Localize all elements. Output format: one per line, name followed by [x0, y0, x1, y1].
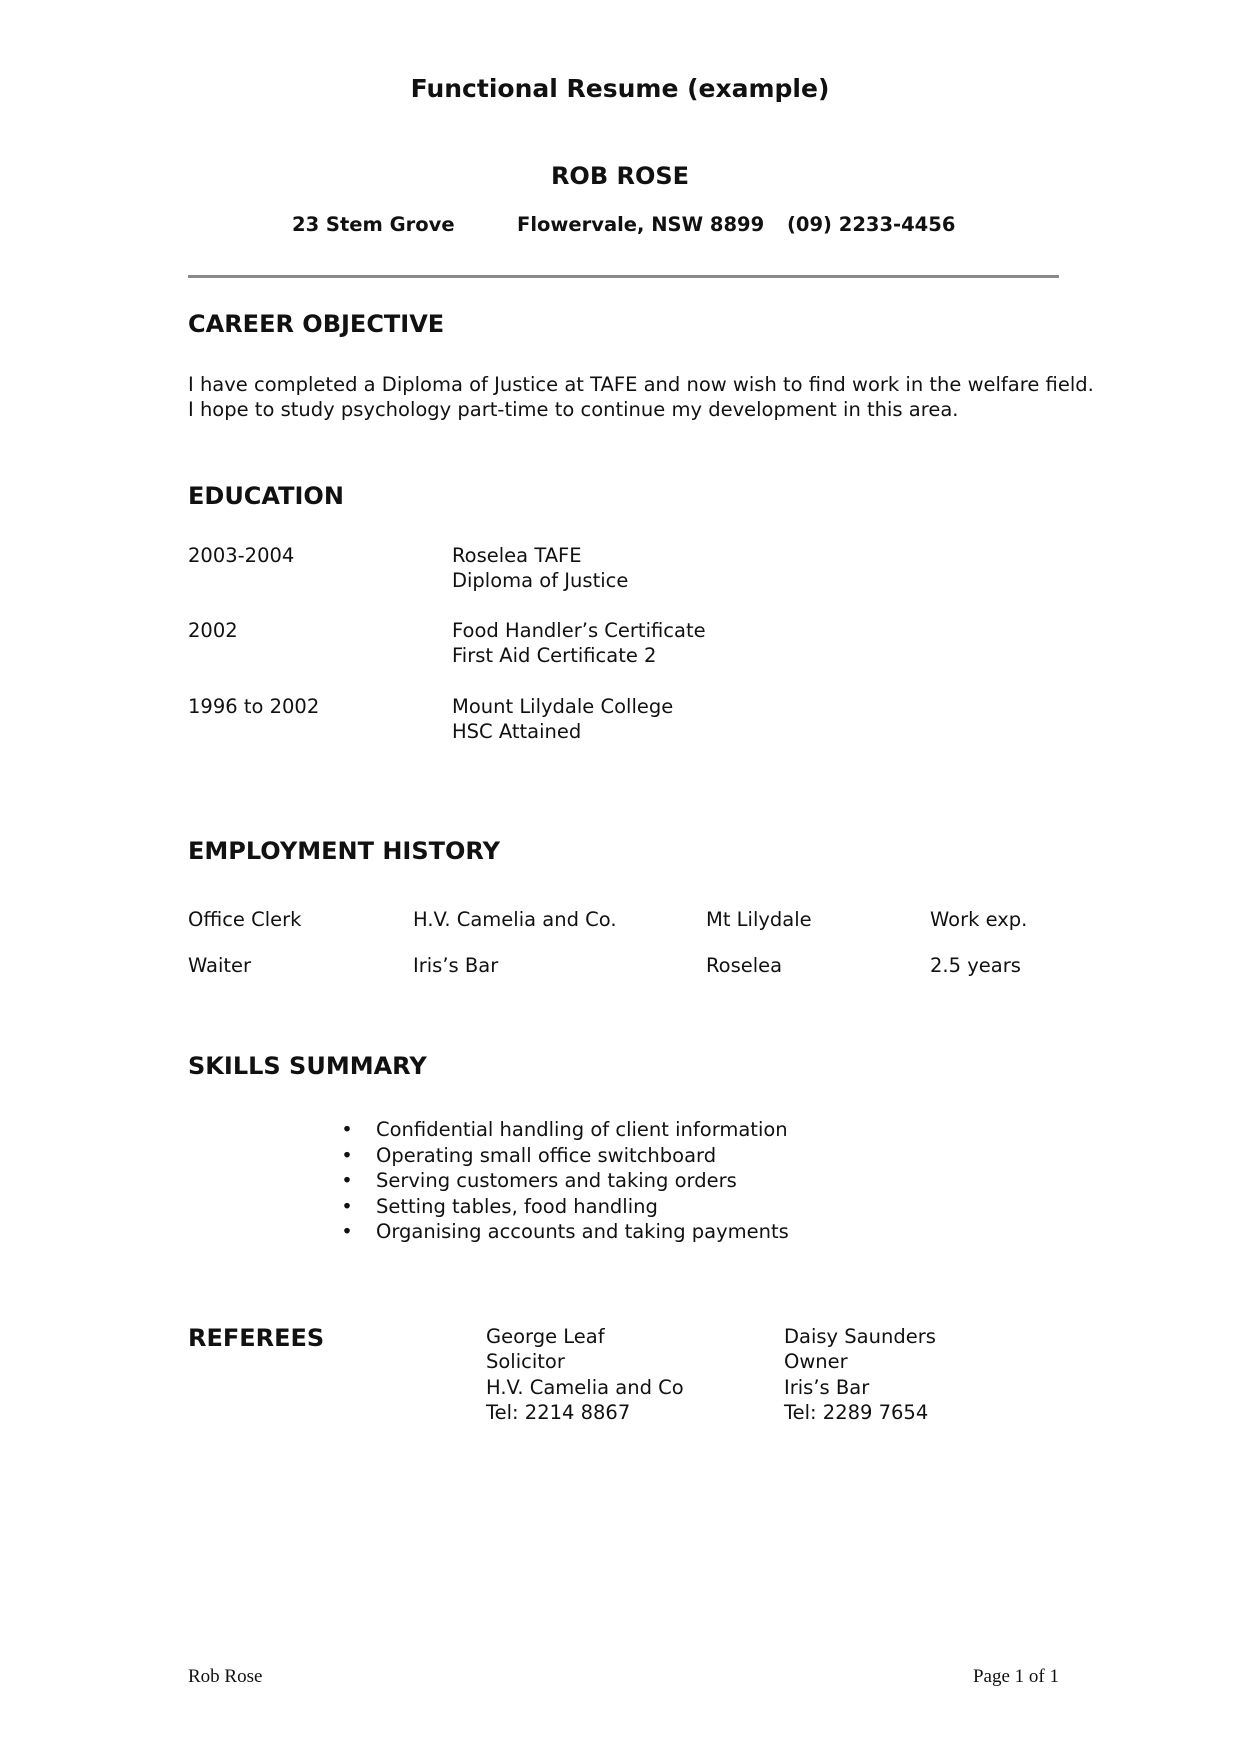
education-institution: Food Handler’s Certificate: [452, 619, 706, 642]
employment-employer: Iris’s Bar: [413, 954, 499, 977]
document-title: Functional Resume (example): [410, 74, 830, 103]
bullet-icon: •: [341, 1143, 353, 1167]
referee-title: Solicitor: [486, 1350, 565, 1373]
skills-list: [340, 1117, 789, 1245]
contact-street: 23 Stem Grove: [292, 213, 455, 236]
footer-author: Rob Rose: [188, 1666, 263, 1687]
bullet-icon: •: [341, 1169, 353, 1192]
employment-location: Mt Lilydale: [706, 908, 812, 931]
referee-name: Daisy Saunders: [784, 1325, 936, 1348]
education-period: 2002: [188, 619, 238, 642]
skill-item: [340, 1168, 789, 1194]
employment-role: Office Clerk: [188, 908, 302, 931]
contact-city: Flowervale, NSW 8899: [517, 213, 765, 236]
career-objective-line: I have completed a Diploma of Justice at TAFE and now wish to find work in the welfare field.: [188, 373, 1094, 396]
skill-text: Setting tables, food handling: [376, 1194, 658, 1218]
referee-phone: Tel: 2289 7654: [784, 1401, 929, 1424]
footer-page-number: Page 1 of 1: [972, 1666, 1059, 1687]
education-institution: Mount Lilydale College: [452, 695, 674, 718]
education-heading: EDUCATION: [188, 482, 344, 510]
referees-heading: REFEREES: [188, 1324, 325, 1352]
employment-role: Waiter: [188, 954, 252, 977]
skill-text: Operating small office switchboard: [376, 1143, 717, 1167]
contact-phone: (09) 2233-4456: [787, 213, 956, 236]
career-objective-line: I hope to study psychology part-time to continue my development in this area.: [188, 398, 959, 421]
skill-item: [340, 1117, 789, 1143]
header-divider: [188, 275, 1059, 278]
referee-phone: Tel: 2214 8867: [486, 1401, 631, 1424]
employment-heading: EMPLOYMENT HISTORY: [188, 837, 500, 865]
skills-heading: SKILLS SUMMARY: [188, 1052, 427, 1080]
employment-employer: H.V. Camelia and Co.: [413, 908, 617, 931]
education-period: 2003-2004: [188, 544, 295, 567]
referee-company: Iris’s Bar: [784, 1376, 870, 1399]
bullet-icon: •: [341, 1118, 353, 1141]
career-objective-heading: CAREER OBJECTIVE: [188, 310, 445, 338]
education-period: 1996 to 2002: [188, 695, 320, 718]
education-qualification: Diploma of Justice: [452, 569, 629, 592]
referee-company: H.V. Camelia and Co: [486, 1376, 684, 1399]
skill-text: Confidential handling of client information: [376, 1118, 788, 1141]
bullet-icon: •: [341, 1194, 353, 1218]
skill-item: [340, 1219, 789, 1245]
employment-duration: Work exp.: [930, 908, 1028, 931]
employment-duration: 2.5 years: [930, 954, 1021, 977]
employment-location: Roselea: [706, 954, 783, 977]
education-qualification: HSC Attained: [452, 720, 582, 743]
referee-title: Owner: [784, 1350, 848, 1373]
education-institution: Roselea TAFE: [452, 544, 582, 567]
skill-text: Organising accounts and taking payments: [376, 1220, 789, 1243]
applicant-name: ROB ROSE: [550, 162, 690, 190]
referee-name: George Leaf: [486, 1325, 605, 1348]
skill-text: Serving customers and taking orders: [376, 1169, 737, 1192]
skill-item: [340, 1194, 789, 1220]
skill-item: [340, 1143, 789, 1169]
education-qualification: First Aid Certificate 2: [452, 644, 657, 667]
bullet-icon: •: [341, 1220, 353, 1243]
